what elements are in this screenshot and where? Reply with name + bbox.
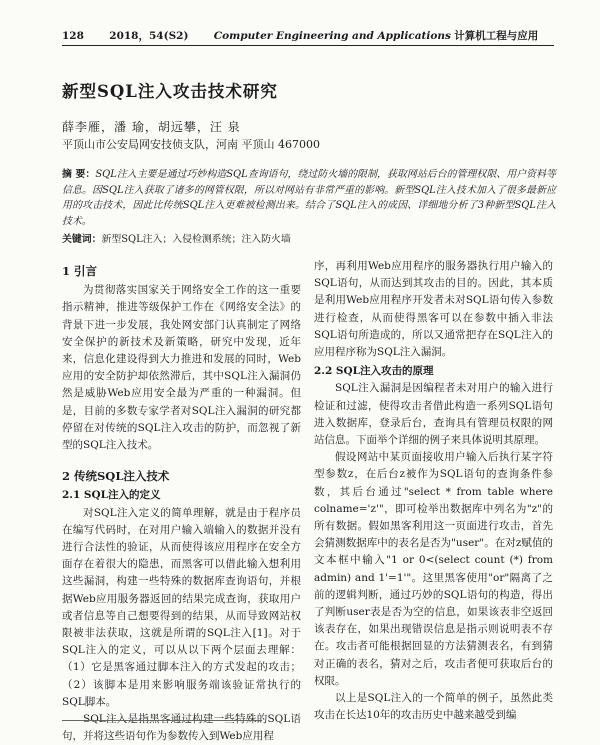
paragraph: 以上是SQL注入的一个简单的例子，虽然此类攻击在长达10年的攻击历史中越来越受到编 xyxy=(314,692,553,722)
section-2-heading: 2 传统SQL注入技术 xyxy=(62,469,170,484)
paragraph: SQL注入是指黑客通过构建一些特殊的SQL语句，并将这些语句作为参数传入到Web应用程 xyxy=(62,713,301,743)
section-2-1-heading: 2.1 SQL注入的定义 xyxy=(62,489,161,502)
page-number: 128 xyxy=(62,30,84,42)
running-header xyxy=(62,28,554,44)
keywords-label: 关键词： xyxy=(62,234,102,245)
header-rule xyxy=(62,45,554,46)
journal-name-en: Computer Engineering and Applications xyxy=(213,30,451,42)
abstract-label: 摘 要： xyxy=(62,169,96,180)
authors: 薛李雁，潘 瑜，胡远攀，汪 泉 xyxy=(62,120,241,134)
footnote-rule xyxy=(62,720,262,721)
section-2-2-heading: 2.2 SQL注入攻击的原理 xyxy=(314,365,434,378)
paragraph: 对SQL注入定义的简单理解，就是由于程序员在编写代码时，在对用户输入端输入的数据并没有进行合法性的验证，从而使得该应用程序在安全方面存在着很大的隐患，而黑客可以借此输入想利用这些漏洞，构建一些特殊的数据库查询语句，并根据Web应用服务器返回的结果完成查询，获取用户或者信息等自己想要得到的结果，从而导致网站权限被非法获取，这就是所谓的SQL注入[1]。对于SQL注入的定义，可以从以下两个层面去理解：（1）它是黑客通过脚本注入的方式发起的攻击；（2）该脚本是用来影响服务端该验证常执行的SQL脚本。 xyxy=(62,506,301,708)
affiliation: 平顶山市公安局网安技侦支队，河南 平顶山 467000 xyxy=(62,138,320,151)
abstract xyxy=(62,167,556,229)
right-column xyxy=(314,258,553,724)
paragraph: 序，再利用Web应用程序的服务器执行用户输入的SQL语句，从而达到其攻击的目的。因此，其本质是利用Web应用程序开发者未对SQL语句传入参数进行检查，从而使得黑客可以在参数中插入非法SQL语句所造成的，所以又通常把存在SQL注入的应用程序称为SQL注入漏洞。 xyxy=(314,260,553,359)
paragraph: 假设网站中某页面接收用户输入后执行某字符型参数z，在后台z被作为SQL语句的查询条件参数，其后台通过"select * from table where colname='z'"，即可检举出数据库中列名为"z"的所有数据。假如黑客利用这一页面进行攻击，首先会猜测数据库中的表名是否为"user"。在对z赋值的文本框中输入"1 or 0<(select count (*) from admin) and 1'=1'"。这里黑客使用"or"隔离了之前的逻辑判断，通过巧妙的SQL语句的构造，得出了判断user表是否为空的信息，如果该表非空返回该表存在，如果出现错误信息是指示则说明表不存在。攻击者可能根据回显的方法猜测表名，有到猜对正确的表名，猜对之后，攻击者便可获取后台的权限。 xyxy=(314,451,553,687)
keywords xyxy=(62,232,556,247)
keywords-text: 新型SQL注入；入侵检测系统；注入防火墙 xyxy=(101,234,291,245)
paragraph: 为贯彻落实国家关于网络安全工作的这一重要指示精神，推进等级保护工作在《网络安全法》的背景下进一步发展，我处网安部门认真制定了网络安全保护的新技术及新策略，研究中发现，近年来，信息化建设得到大力推进和发展的同时，Web应用的安全防护却依然滞后，其中SQL注入漏洞仍然是威胁Web应用安全最为严重的一种漏洞。但是，目前的多数专家学者对SQL注入漏洞的研究都停留在对传统的SQL注入攻击的防护，而忽视了新型的SQL注入技术。 xyxy=(62,284,301,452)
journal-name-cn: 计算机工程与应用 xyxy=(454,30,539,42)
section-1-heading: 1 引言 xyxy=(62,264,98,278)
year-issue: 2018，54(S2) xyxy=(109,30,189,42)
left-column xyxy=(62,258,301,745)
paragraph: SQL注入漏洞是因编程者未对用户的输入进行检证和过滤，使得攻击者借此构造一系列SQL语句进入数据库，登录后台，查询具有管理员权限的网站信息。下面举个详细的例子来具体说明其原理。 xyxy=(314,382,553,447)
article-title: 新型SQL注入攻击技术研究 xyxy=(62,82,278,101)
abstract-text: SQL注入主要是通过巧妙构造SQL查询语句，绕过防火墙的限制，获取网站后台的管理权限、用户资料等信息。因SQL注入获取了诸多的网管权限，所以对网站有非常严重的影响。新型SQL注入技术加入了很多最新应用的攻击技术，因此比传统SQL注入更难被检测出来。结合了SQL注入的成因、详细地分析了3种新型SQL注入技术。 xyxy=(62,169,556,227)
